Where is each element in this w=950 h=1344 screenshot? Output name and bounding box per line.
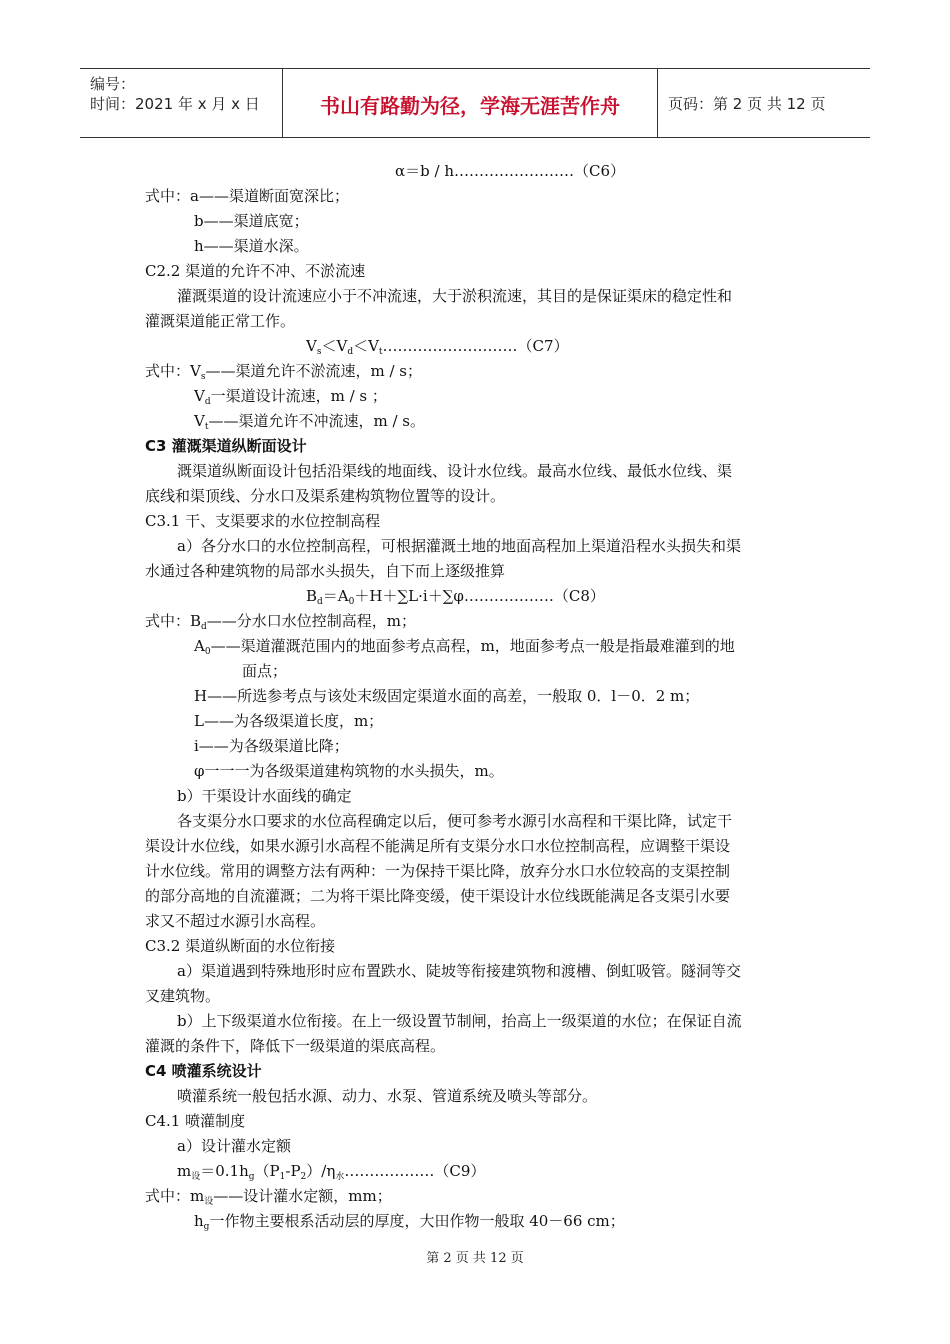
paragraph-line: a）各分水口的水位控制高程，可根据灌溉土地的地面高程加上渠道沿程水头损失和渠: [177, 537, 741, 555]
body-line: h——渠道水深。: [194, 237, 309, 255]
section-heading: C3.2 渠道纵断面的水位衔接: [145, 937, 336, 955]
section-heading-c4: C4 喷灌系统设计: [145, 1062, 262, 1080]
section-heading: C4.1 喷灌制度: [145, 1112, 246, 1130]
paragraph-line: 灌溉的条件下，降低下一级渠道的渠底高程。: [145, 1037, 446, 1055]
body-line: 面点；: [242, 662, 288, 680]
header-motto-cell: [283, 69, 658, 137]
body-line: 式中：a——渠道断面宽深比；: [145, 187, 349, 205]
body-line: $h_g$一作物主要根系活动层的厚度，大田作物一般取 40－66 cm；: [194, 1212, 625, 1232]
formula-c7: $V_s<V_d<V_t\dots\dots\dots\dots\dots\dots\dots\dots\dots(C7)$: [306, 337, 569, 357]
formula-c8: $B_d=A_0+H+\sum L\cdot i+\sum\varphi\dots\dots\dots\dots\dots\dots(C8)$: [306, 587, 605, 607]
body-line: b）干渠设计水面线的确定: [177, 787, 352, 805]
paragraph-line: 喷灌系统一般包括水源、动力、水泵、管道系统及喷头等部分。: [177, 1087, 598, 1105]
body-line: 式中：$V_s——$渠道允许不淤流速，m / s；: [145, 362, 422, 382]
body-line: 式中：$B_d——$分水口水位控制高程，m；: [145, 612, 417, 632]
header-page-cell: [658, 69, 870, 137]
body-line: $V_d$一渠道设计流速，m / s ；: [194, 387, 387, 407]
formula-c9: $m_设=0.1h_g(P_1-P_2)/\eta_水\dots\dots\dots\dots\dots\dots(C9)$: [177, 1162, 486, 1182]
paragraph-line: 求又不超过水源引水高程。: [145, 912, 326, 930]
body-line: L——为各级渠道长度，m；: [194, 712, 384, 730]
body-line: i——为各级渠道比降；: [194, 737, 349, 755]
paragraph-line: 灌溉渠道能正常工作。: [145, 312, 296, 330]
paragraph-line: 计水位线。常用的调整方法有两种：一为保持干渠比降，放弃分水口水位较高的支渠控制: [145, 862, 731, 880]
body-line: a）设计灌水定额: [177, 1137, 291, 1155]
section-heading-c3: C3 灌溉渠道纵断面设计: [145, 437, 307, 455]
body-line: φ一一一为各级渠道建构筑物的水头损失，m。: [194, 762, 504, 780]
body-line: H——所选参考点与该处末级固定渠道水面的高差，一般取 0．l－0．2 m；: [194, 687, 700, 705]
body-line: b——渠道底宽；: [194, 212, 309, 230]
paragraph-line: 渠设计水位线，如果水源引水高程不能满足所有支渠分水口水位控制高程，应调整干渠设: [145, 837, 731, 855]
motto-text: 书山有路勤为径，学海无涯苦作舟: [320, 94, 620, 118]
page-header: [80, 68, 870, 138]
paragraph-line: 的部分高地的自流灌溉；二为将干渠比降变缓，使干渠设计水位线既能满足各支渠引水要: [145, 887, 731, 905]
header-meta-cell: [80, 69, 283, 137]
paragraph-line: 溉渠道纵断面设计包括沿渠线的地面线、设计水位线。最高水位线、最低水位线、渠: [177, 462, 733, 480]
paragraph-line: b）上下级渠道水位衔接。在上一级设置节制闸，抬高上一级渠道的水位；在保证自流: [177, 1012, 742, 1030]
body-line: $V_t——$渠道允许不冲流速，m / s。: [194, 412, 425, 432]
page-number-label: 页码：第 2 页 共 12 页: [668, 95, 826, 113]
section-heading: C3.1 干、支渠要求的水位控制高程: [145, 512, 381, 530]
body-line: $A_0——$渠道灌溉范围内的地面参考点高程，m，地面参考点一般是指最难灌到的地: [194, 637, 735, 657]
paragraph-line: 叉建筑物。: [145, 987, 221, 1005]
paragraph-line: 水通过各种建筑物的局部水头损失，自下而上逐级推算: [145, 562, 506, 580]
paragraph-line: 灌溉渠道的设计流速应小于不冲流速，大于淤积流速，其目的是保证渠床的稳定性和: [177, 287, 733, 305]
formula-c6: α＝b / h……………………（C6）: [395, 162, 626, 180]
document-time-label: 时间：2021 年 x 月 x 日: [90, 95, 260, 113]
section-heading: C2.2 渠道的允许不冲、不淤流速: [145, 262, 366, 280]
document-number-label: 编号：: [90, 75, 136, 93]
page-footer: 第 2 页 共 12 页: [426, 1251, 524, 1266]
paragraph-line: a）渠道遇到特殊地形时应布置跌水、陡坡等衔接建筑物和渡槽、倒虹吸管。隧洞等交: [177, 962, 741, 980]
paragraph-line: 底线和渠顶线、分水口及渠系建构筑物位置等的设计。: [145, 487, 506, 505]
paragraph-line: 各支渠分水口要求的水位高程确定以后，便可参考水源引水高程和干渠比降，试定干: [177, 812, 733, 830]
body-line: 式中：$m_设——$设计灌水定额，mm；: [145, 1187, 392, 1207]
